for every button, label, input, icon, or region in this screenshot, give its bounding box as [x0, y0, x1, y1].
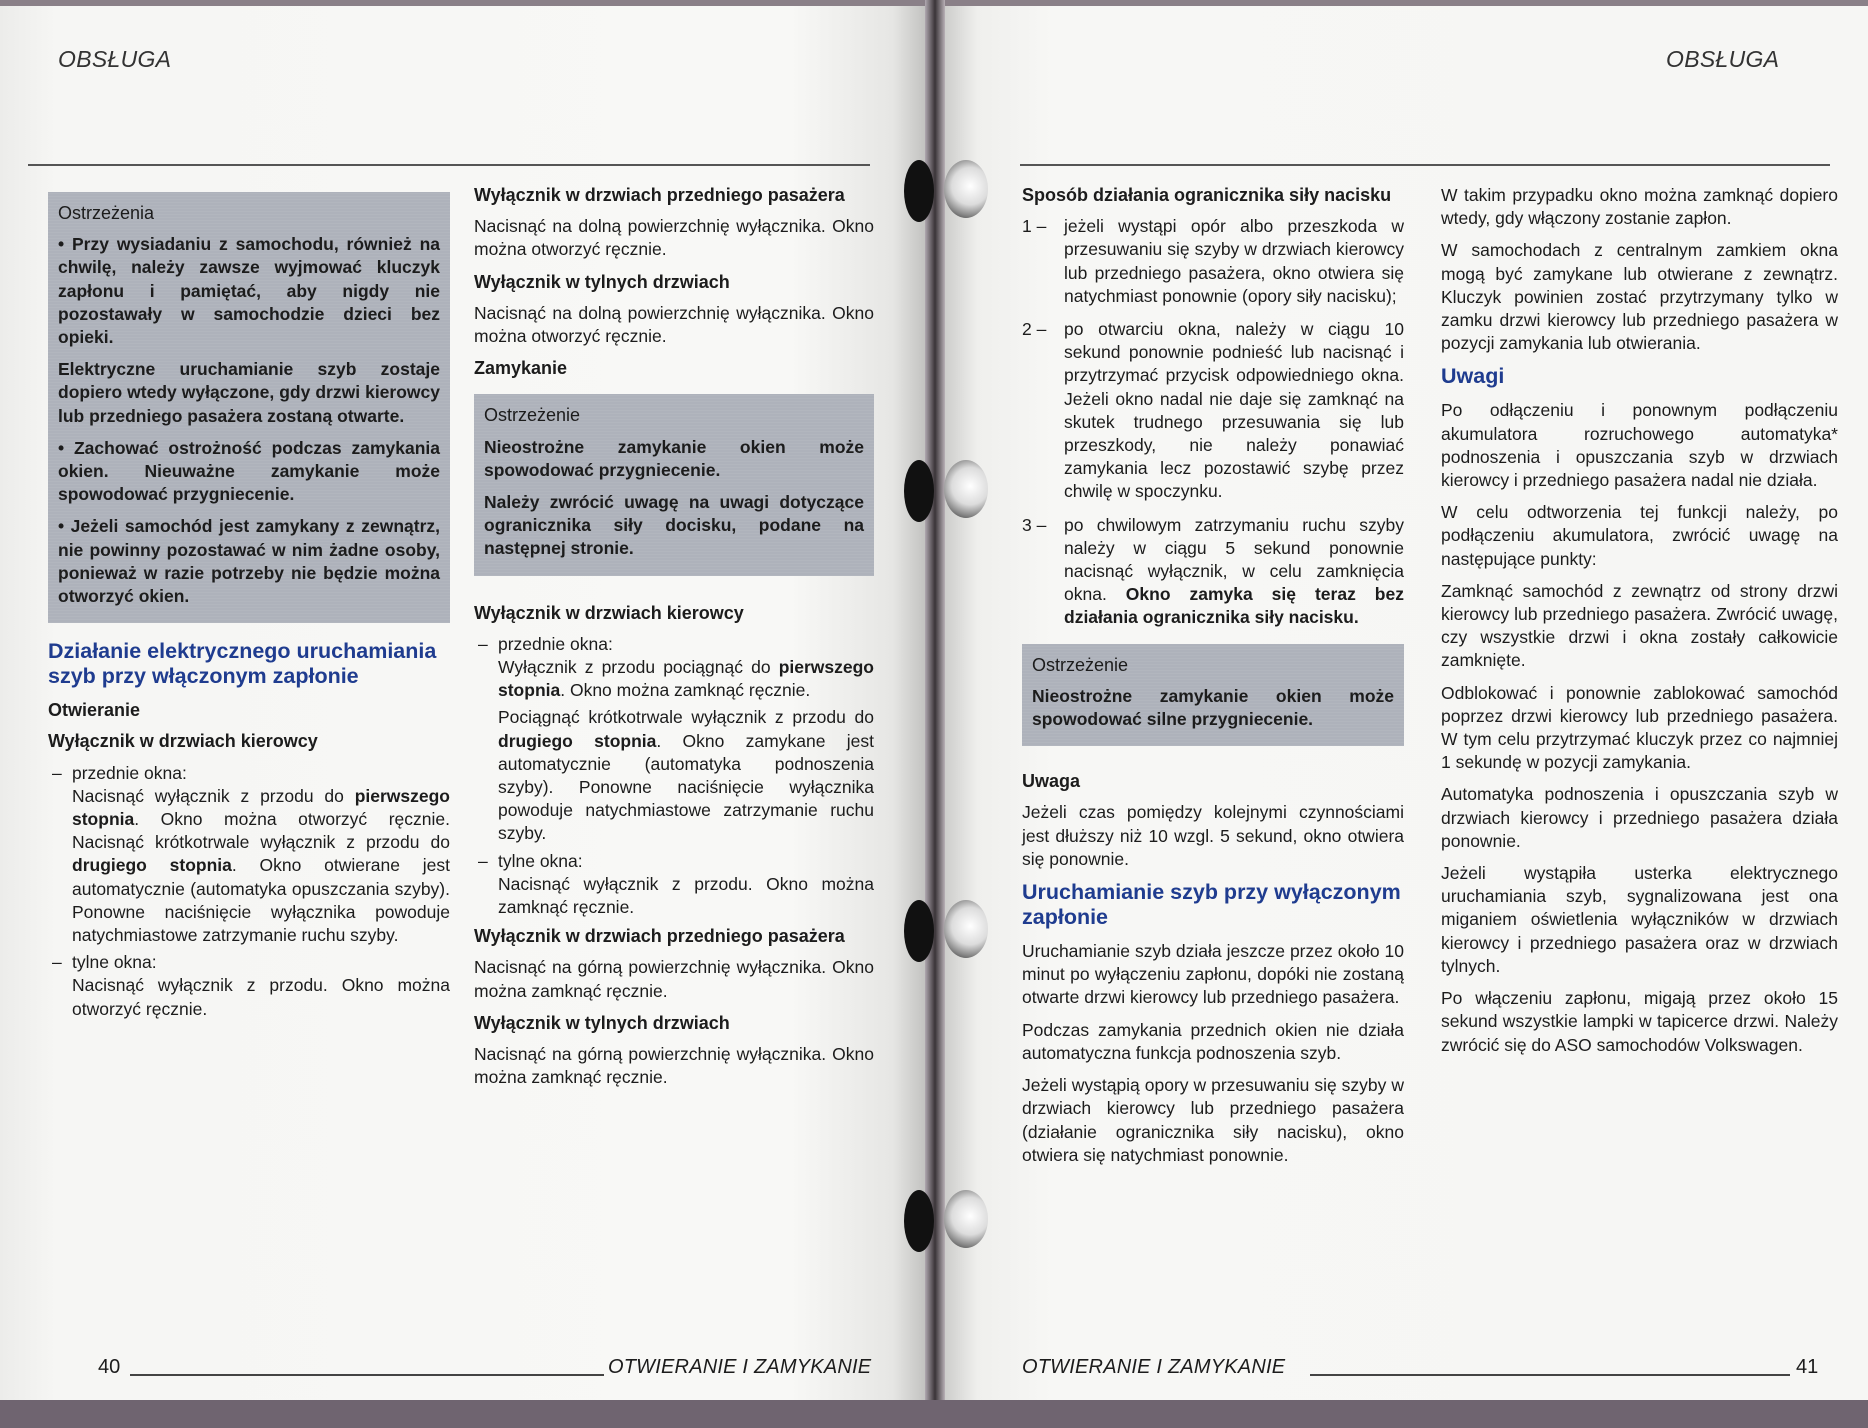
text-run: . Okno można otworzyć ręcznie. Nacisnąć krótkotrwale wyłącznik z przodu do — [72, 809, 450, 853]
bold-run: drugiego stopnia — [72, 855, 232, 876]
page-number-left: 40 — [98, 1356, 121, 1378]
warning-paragraph: Elektryczne uruchamianie szyb zostaje dopiero wtedy wyłączone, gdy drzwi kierowcy lub przedniego pasażera zostaną otwarte. — [58, 359, 440, 426]
scan-background — [0, 1400, 1868, 1428]
page-number-right: 41 — [1796, 1356, 1819, 1378]
paragraph: W takim przypadku okno można zamknąć dopiero wtedy, gdy włączony zostanie zapłon. — [1441, 185, 1838, 229]
column-4 — [1441, 184, 1838, 1066]
warning-paragraph: Nieostrożne zamykanie okien może spowodować silne przygniecenie. — [1032, 685, 1394, 730]
warning-box-3 — [1022, 644, 1404, 747]
text-run: . Okno można zamknąć ręcznie. — [560, 680, 811, 701]
warning-title: Ostrzeżenie — [1032, 654, 1129, 675]
bold-run: drugiego stopnia — [498, 730, 657, 751]
item-text: po otwarciu okna, należy w ciągu 10 sekund ponownie podnieść lub nacisnąć i przytrzymać przycisk odpowiedniego okna. Jeżeli okno nadal nie daje się zamknąć na skutek trudnego przesuwania się lub przeszkody, nie należy ponawiać zamykania lecz pozostawić szybę przez chwilę w spoczynku. — [1064, 319, 1404, 502]
subheading: Wyłącznik w tylnych drzwiach — [474, 1012, 730, 1033]
item-text-bold: Okno zamyka się teraz bez działania ogranicznika siły nacisku. — [1064, 584, 1404, 628]
header-rule-left — [28, 164, 870, 166]
section-heading: Uwagi — [1441, 364, 1505, 389]
left-page — [0, 6, 930, 1416]
list-item — [474, 850, 874, 920]
paragraph: Nacisnąć na dolną powierzchnię wyłącznika. Okno można otworzyć ręcznie. — [474, 216, 874, 260]
subheading: Otwieranie — [48, 700, 141, 721]
warning-box-2 — [474, 394, 874, 575]
footer-title-right — [1022, 1356, 1285, 1379]
column-2 — [474, 178, 874, 1099]
paragraph: Nacisnąć na górną powierzchnię wyłącznika. Okno można zamknąć ręcznie. — [474, 957, 874, 1001]
paragraph: Nacisnąć na górną powierzchnię wyłącznika. Okno można zamknąć ręcznie. — [474, 1044, 874, 1088]
footer-rule-left — [130, 1374, 604, 1376]
numbered-item — [1022, 215, 1404, 308]
list-item-label: tylne okna: — [72, 952, 157, 973]
binding-ring-icon — [904, 460, 934, 522]
paragraph: Jeżeli czas pomiędzy kolejnymi czynnościami jest dłuższy niż 10 wzgl. 5 sekund, okno otwiera się ponownie. — [1022, 802, 1404, 869]
text-run: Wyłącznik z przodu pociągnąć do — [498, 657, 779, 678]
warning-title: Ostrzeżenia — [58, 203, 155, 223]
warning-title: Ostrzeżenie — [484, 405, 581, 426]
column-1 — [48, 192, 450, 1025]
binding-ring-icon — [944, 1190, 988, 1248]
text-run: . Okno zamykane jest automatycznie (automatyka podnoszenia szyby). Ponowne naciśnięcie wyłącznika powoduje natychmiastowe zatrzymanie ruchu szyby. — [498, 730, 874, 844]
item-text: jeżeli wystąpi opór albo przeszkoda w przesuwaniu się szyby w drzwiach kierowcy lub przedniego pasażera, okno otwiera się natychmiast ponownie (opory siły nacisku); — [1064, 216, 1404, 306]
binding-ring-icon — [944, 160, 988, 218]
binding-ring-icon — [904, 900, 934, 962]
dash-bullet: – — [52, 762, 62, 783]
bold-run: pierwszego stopnia — [72, 785, 450, 830]
footer-title-left — [608, 1356, 871, 1379]
paragraph: Odblokować i ponownie zablokować samochód poprzez drzwi kierowcy lub przedniego pasażera. W tym celu przytrzymać kluczyk przez co najmniej 1 sekundę w pozycji zamykania. — [1441, 682, 1838, 773]
subheading: Wyłącznik w tylnych drzwiach — [474, 271, 730, 292]
warning-paragraph: Należy zwrócić uwagę na uwagi dotyczące ogranicznika siły docisku, podane na następnej stronie. — [484, 492, 864, 559]
subheading: Wyłącznik w drzwiach przedniego pasażera — [474, 926, 845, 947]
item-number: 3 – — [1022, 514, 1047, 535]
column-3 — [1022, 178, 1404, 1176]
list-item — [48, 951, 450, 1021]
list-item-label: tylne okna: — [498, 850, 583, 871]
item-number: 2 – — [1022, 319, 1047, 340]
subheading: Wyłącznik w drzwiach przedniego pasażera — [474, 185, 845, 205]
paragraph: W celu odtworzenia tej funkcji należy, po podłączeniu akumulatora, zwrócić uwagę na następujące punkty: — [1441, 502, 1838, 569]
subheading: Zamykanie — [474, 358, 568, 379]
running-head-left: OBSŁUGA — [58, 46, 172, 72]
warning-paragraph: • Przy wysiadaniu z samochodu, również na chwilę, należy zawsze wyjmować kluczyk zapłonu i pamiętać, aby nigdy nie pozostawały w samochodzie dzieci bez opieki. — [58, 234, 440, 348]
section-heading: Uruchamianie szyb przy wyłączonym zapłonie — [1022, 880, 1401, 930]
subheading: Sposób działania ogranicznika siły nacisku — [1022, 185, 1392, 205]
list-item-label: przednie okna: — [72, 762, 187, 783]
binding-ring-icon — [904, 1190, 934, 1252]
paragraph: Po włączeniu zapłonu, migają przez około 15 sekund wszystkie lampki w tapicerce drzwi. Należy zwrócić się do ASO samochodów Volkswagen. — [1441, 988, 1838, 1055]
text-run: Nacisnąć wyłącznik z przodu do — [72, 785, 355, 806]
paragraph: Nacisnąć na dolną powierzchnię wyłącznika. Okno można otworzyć ręcznie. — [474, 302, 874, 347]
binding-ring-icon — [944, 460, 988, 518]
paragraph: Podczas zamykania przednich okien nie działa automatyczna funkcja podnoszenia szyb. — [1022, 1019, 1404, 1063]
dash-bullet: – — [478, 633, 488, 654]
list-item-text: Nacisnąć wyłącznik z przodu. Okno można zamknąć ręcznie. — [498, 873, 874, 918]
binding-ring-icon — [944, 900, 988, 958]
paragraph: Zamknąć samochód z zewnątrz od strony drzwi kierowcy lub przedniego pasażera. Zwrócić uwagę, czy wszystkie drzwi i okna zostały całkowicie zamknięte. — [1441, 580, 1838, 671]
warning-paragraph: • Jeżeli samochód jest zamykany z zewnątrz, nie powinny pozostawać w nim żadne osoby, ponieważ w razie potrzeby nie będzie można otworzyć okien. — [58, 516, 440, 607]
numbered-item — [1022, 514, 1404, 630]
text-run: Pociągnąć krótkotrwale wyłącznik z przodu do — [498, 707, 874, 728]
right-page — [940, 6, 1868, 1416]
section-heading: Działanie elektrycznego uruchamiania szyb przy włączonym zapłonie — [48, 639, 437, 689]
item-text: po chwilowym zatrzymaniu ruchu szyby należy w ciągu 5 sekund ponownie nacisnąć wyłącznik, w celu zamknięcia okna. — [1064, 514, 1404, 605]
footer-rule-right — [1310, 1374, 1790, 1376]
paragraph: W samochodach z centralnym zamkiem okna mogą być zamykane lub otwierane z zewnątrz. Kluczyk powinien zostać przytrzymany tylko w zamku drzwi kierowcy lub przedniego pasażera w pozycji zamykania lub otwierania. — [1441, 240, 1838, 354]
binding-ring-icon — [904, 160, 934, 222]
subheading: Wyłącznik w drzwiach kierowcy — [474, 602, 744, 623]
dash-bullet: – — [478, 850, 488, 871]
paragraph: Jeżeli wystąpiła usterka elektrycznego uruchamiania szyb, sygnalizowana jest ona miganiem oświetlenia wyłączników w drzwiach kierowcy i przedniego pasażera oraz w drzwiach tylnych. — [1441, 863, 1838, 976]
paragraph: Uruchamianie szyb działa jeszcze przez około 10 minut po wyłączeniu zapłonu, dopóki nie zostaną otwarte drzwi kierowcy lub przedniego pasażera. — [1022, 941, 1404, 1008]
running-head-right: OBSŁUGA — [1666, 46, 1780, 72]
numbered-item — [1022, 318, 1404, 504]
warning-paragraph: Nieostrożne zamykanie okien może spowodować przygniecenie. — [484, 436, 864, 480]
text-run: . Okno otwierane jest automatycznie (automatyka opuszczania szyby). Ponowne naciśnięcie wyłącznika powoduje natychmiastowe zatrzymanie ruchu szyby. — [72, 855, 450, 946]
list-item — [474, 633, 874, 846]
footer-title-text: OTWIERANIE I ZAMYKANIE — [608, 1356, 872, 1378]
warning-box-1 — [48, 192, 450, 623]
footer-title-text: OTWIERANIE I ZAMYKANIE — [1022, 1356, 1286, 1378]
list-item-text: Nacisnąć wyłącznik z przodu. Okno można otworzyć ręcznie. — [72, 975, 450, 1019]
paragraph: Po odłączeniu i ponownym podłączeniu akumulatora rozruchowego automatyka* podnoszenia i opuszczania szyb w drzwiach kierowcy i przedniego pasażera nadal nie działa. — [1441, 400, 1838, 491]
paragraph: Jeżeli wystąpią opory w przesuwaniu się szyby w drzwiach kierowcy lub przedniego pasażera (działanie ogranicznika siły nacisku), okno otwiera się natychmiast ponownie. — [1022, 1075, 1404, 1165]
subheading: Wyłącznik w drzwiach kierowcy — [48, 731, 318, 752]
warning-paragraph: • Zachować ostrożność podczas zamykania okien. Nieuważne zamykanie może spowodować przygniecenie. — [58, 437, 440, 505]
item-number: 1 – — [1022, 216, 1047, 237]
bold-run: pierwszego stopnia — [498, 657, 874, 701]
list-item-label: przednie okna: — [498, 633, 613, 654]
list-item — [48, 762, 450, 948]
subheading: Uwaga — [1022, 771, 1081, 792]
header-rule-right — [1020, 164, 1830, 166]
dash-bullet: – — [52, 952, 62, 973]
paragraph: Automatyka podnoszenia i opuszczania szyb w drzwiach kierowcy i przedniego pasażera działa ponownie. — [1441, 784, 1838, 851]
